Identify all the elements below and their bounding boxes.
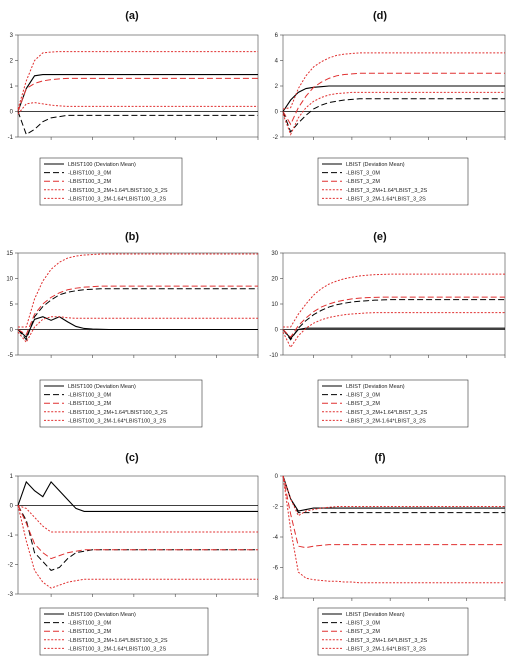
y-tick-label: -2 — [272, 135, 278, 141]
chart-panel-5 — [8, 452, 258, 655]
legend-entry: -LBIST100_3_2M+1.64*LBIST100_3_2S — [68, 409, 168, 416]
series-line-5 — [283, 476, 505, 583]
y-tick-label: 3 — [9, 33, 13, 39]
panel-label: (c) — [125, 452, 139, 464]
legend-entry: -LBIST_3_0M — [346, 620, 380, 627]
legend-entry: -LBIST100_3_2M — [68, 179, 112, 186]
chart-panel-6 — [273, 452, 505, 655]
legend — [318, 380, 468, 427]
legend-entry: LBIST100 (Deviation Mean) — [68, 384, 136, 390]
y-tick-label: -2 — [7, 562, 13, 569]
legend — [318, 608, 468, 655]
y-tick-label: -6 — [272, 565, 278, 572]
series-line-2 — [283, 476, 505, 513]
series-line-5 — [18, 103, 258, 114]
legend-entry: -LBIST100_3_2M+1.64*LBIST100_3_2S — [68, 637, 168, 644]
legend-entry: LBIST (Deviation Mean) — [346, 162, 405, 168]
series-line-4 — [18, 254, 258, 327]
y-tick-label: 0 — [9, 503, 13, 510]
series-line-4 — [283, 53, 505, 109]
y-tick-label: 1 — [9, 474, 13, 480]
legend-entry: -LBIST100_3_2M — [68, 401, 112, 408]
y-tick-label: 0 — [9, 109, 13, 116]
y-tick-label: -8 — [272, 596, 278, 602]
y-tick-label: -3 — [7, 592, 13, 598]
panel-label: (f) — [374, 452, 386, 464]
y-tick-label: -1 — [7, 533, 13, 539]
y-tick-label: 4 — [274, 58, 278, 65]
y-tick-label: 30 — [271, 251, 278, 257]
legend-entry: -LBIST100_3_2M-1.64*LBIST100_3_2S — [68, 418, 167, 425]
y-tick-label: 20 — [271, 276, 278, 283]
chart-panel-3 — [6, 231, 258, 427]
y-tick-label: 5 — [9, 302, 13, 308]
chart-panel-1 — [8, 10, 258, 205]
chart-panel-2 — [273, 10, 505, 205]
legend-entry: -LBIST_3_2M-1.64*LBIST_3_2S — [346, 196, 426, 203]
y-tick-label: 10 — [271, 302, 278, 308]
legend-entry: LBIST100 (Deviation Mean) — [68, 162, 136, 168]
series-line-2 — [283, 300, 505, 340]
legend-entry: LBIST (Deviation Mean) — [346, 612, 405, 618]
series-line-4 — [18, 506, 258, 533]
series-line-1 — [18, 317, 258, 337]
series-line-3 — [283, 476, 505, 548]
y-tick-label: 0 — [274, 327, 278, 334]
legend-entry: -LBIST_3_2M — [346, 179, 380, 186]
legend-entry: -LBIST_3_2M — [346, 401, 380, 408]
y-tick-label: -4 — [272, 535, 278, 541]
series-line-1 — [283, 476, 505, 511]
y-tick-label: -1 — [7, 135, 13, 141]
legend-entry: LBIST100 (Deviation Mean) — [68, 612, 136, 618]
panel-label: (d) — [372, 10, 388, 22]
y-tick-label: 10 — [6, 276, 13, 283]
plot-frame — [18, 253, 258, 355]
series-line-2 — [18, 289, 258, 340]
series-line-2 — [283, 99, 505, 132]
legend-entry: -LBIST_3_2M — [346, 629, 380, 636]
legend — [40, 158, 182, 205]
legend-entry: -LBIST_3_2M+1.64*LBIST_3_2S — [346, 637, 428, 644]
plot-frame — [283, 253, 505, 355]
y-tick-label: -5 — [7, 353, 13, 359]
legend-entry: -LBIST100_3_2M+1.64*LBIST100_3_2S — [68, 187, 168, 194]
y-tick-label: 2 — [274, 84, 278, 90]
y-tick-label: 1 — [9, 84, 13, 90]
legend — [40, 608, 208, 655]
legend — [318, 158, 468, 205]
legend-entry: -LBIST_3_0M — [346, 170, 380, 177]
legend-entry: -LBIST100_3_2M-1.64*LBIST100_3_2S — [68, 196, 167, 203]
y-tick-label: 2 — [9, 58, 13, 65]
y-tick-label: -2 — [272, 504, 278, 511]
series-line-4 — [283, 476, 505, 516]
y-tick-label: 15 — [6, 251, 13, 257]
y-tick-label: -10 — [269, 353, 278, 359]
legend — [40, 380, 202, 427]
plot-frame — [18, 35, 258, 137]
legend-entry: LBIST (Deviation Mean) — [346, 384, 405, 390]
series-line-5 — [18, 506, 258, 589]
series-line-2 — [18, 112, 258, 135]
panel-label: (b) — [124, 231, 140, 243]
legend-entry: -LBIST100_3_0M — [68, 392, 112, 399]
plot-frame — [18, 476, 258, 594]
series-line-5 — [283, 313, 505, 348]
legend-entry: -LBIST_3_2M-1.64*LBIST_3_2S — [346, 646, 426, 653]
chart-panel-4 — [269, 231, 505, 427]
series-line-4 — [18, 52, 258, 109]
series-line-2 — [18, 506, 258, 571]
legend-entry: -LBIST_3_0M — [346, 392, 380, 399]
legend-entry: -LBIST100_3_0M — [68, 170, 112, 177]
series-line-1 — [18, 482, 258, 512]
legend-entry: -LBIST100_3_2M — [68, 629, 112, 636]
legend-entry: -LBIST100_3_0M — [68, 620, 112, 627]
panel-label: (a) — [125, 10, 139, 22]
y-tick-label: 0 — [9, 327, 13, 334]
y-tick-label: 0 — [274, 109, 278, 116]
y-tick-label: 6 — [274, 33, 278, 39]
legend-entry: -LBIST100_3_2M-1.64*LBIST100_3_2S — [68, 646, 167, 653]
legend-entry: -LBIST_3_2M+1.64*LBIST_3_2S — [346, 187, 428, 194]
legend-entry: -LBIST_3_2M+1.64*LBIST_3_2S — [346, 409, 428, 416]
series-line-3 — [283, 297, 505, 337]
legend-entry: -LBIST_3_2M-1.64*LBIST_3_2S — [346, 418, 426, 425]
plot-frame — [283, 476, 505, 598]
y-tick-label: 0 — [274, 474, 278, 480]
series-line-4 — [283, 274, 505, 327]
series-line-3 — [18, 286, 258, 334]
panel-label: (e) — [373, 231, 387, 243]
